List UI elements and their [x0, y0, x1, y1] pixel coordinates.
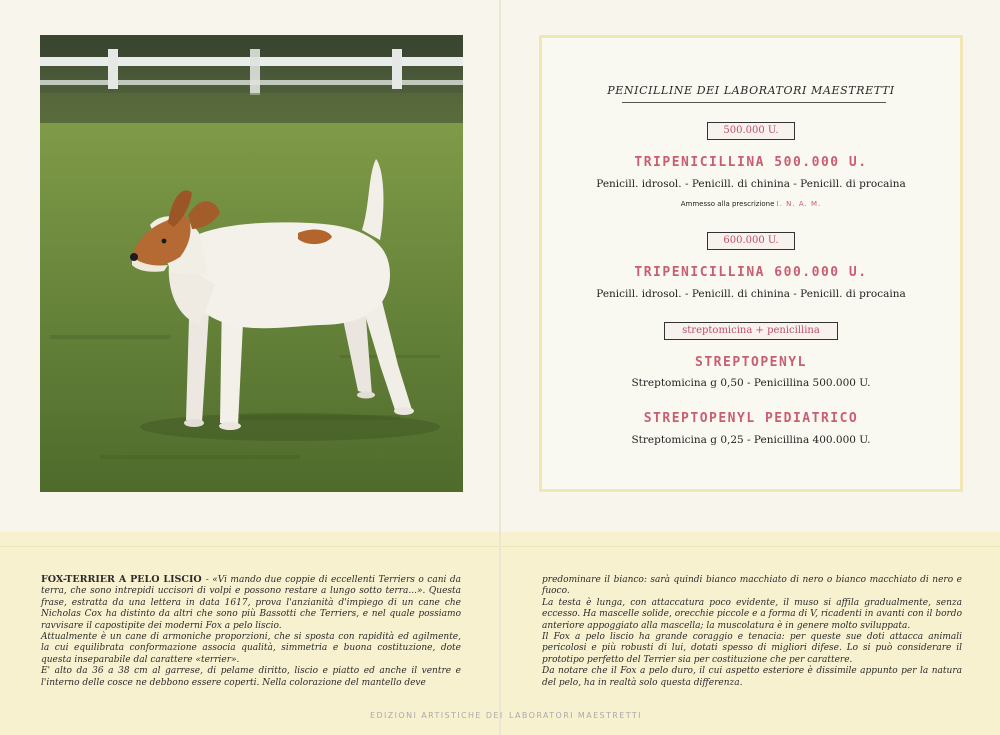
left-paragraph-1-body: - «Vi mando due coppie di eccellenti Terriers o cani da terra, che sono intrepidi uccisori di volpi e possono restare a lungo sotto terra...». Questa frase, estratta da una lettera in data 1617, prova l'anzianità d'impiego di un cane che Nicholas Cox ha distinto da altri che sono più Bassotti che Terriers, e nel quale possiamo ravvisare il capostipite dei moderni Fox a pelo liscio. [41, 575, 461, 631]
panel-heading: PENICILLINE DEI LABORATORI MAESTRETTI [607, 84, 895, 97]
left-paragraph-2: Attualmente è un cane di armoniche proporzioni, che si sposta con rapidità ed agilmente, la cui equilibrata conformazione associa qualità, simmetria e buona costituzione, dote questa inseparabile dal carattere «terrier». [41, 632, 461, 665]
product-desc-streptopenyl: Streptomicina g 0,50 - Penicillina 500.000 U. [631, 377, 871, 389]
product-name-streptopenyl-pediatrico: STREPTOPENYL PEDIATRICO [643, 411, 859, 426]
dose-box-streptomicina: streptomicina + penicillina [664, 322, 838, 340]
product-name-tripenicillina-600: TRIPENICILLINA 600.000 U. [634, 265, 868, 280]
footer-publisher-left: EDIZIONI ARTISTICHE DEI [370, 711, 504, 720]
prescription-note-inam: I. N. A. M. [776, 200, 822, 208]
products-panel [539, 35, 963, 492]
left-text-column [41, 574, 461, 689]
footer-publisher-right: LABORATORI MAESTRETTI [509, 711, 642, 720]
product-name-tripenicillina-500: TRIPENICILLINA 500.000 U. [634, 155, 868, 170]
right-paragraph-4: Da notare che il Fox a pelo duro, il cui aspetto esteriore è dissimile appunto per la natura del pelo, ha in realtà solo questa differenza. [542, 666, 962, 688]
right-paragraph-2: La testa è lunga, con attaccatura poco evidente, il muso si affila gradualmente, senza eccesso. Ha mascelle solide, orecchie piccole e a forma di V, ricadenti in avanti con il bordo anteriore appoggiato alla mascella; la muscolatura è in genere molto sviluppata. [542, 597, 962, 631]
product-desc-tripenicillina-500: Penicill. idrosol. - Penicill. di chinina - Penicill. di procaina [596, 178, 906, 190]
left-paragraph-1 [41, 574, 461, 632]
dog-photo [40, 35, 463, 492]
product-desc-streptopenyl-pediatrico: Streptomicina g 0,25 - Penicillina 400.000 U. [631, 434, 871, 446]
right-text-column [542, 575, 962, 689]
left-paragraph-3: E' alto da 36 a 38 cm al garrese, di pelame diritto, liscio e piatto ed anche il ventre e l'interno delle cosce ne debbono essere coperti. Nella colorazione del mantello deve [41, 666, 461, 688]
right-paragraph-1: predominare il bianco: sarà quindi bianco macchiato di nero o bianco macchiato di nero e fuoco. [542, 575, 962, 597]
fox-terrier-illustration [40, 35, 463, 492]
product-name-streptopenyl: STREPTOPENYL [695, 355, 807, 370]
heading-underline [622, 102, 886, 103]
product-desc-tripenicillina-600: Penicill. idrosol. - Penicill. di chinina - Penicill. di procaina [596, 288, 906, 300]
article-title: FOX-TERRIER A PELO LISCIO [41, 574, 202, 585]
dose-box-500: 500.000 U. [707, 122, 795, 140]
prescription-note [542, 200, 960, 208]
dose-box-600: 600.000 U. [707, 232, 795, 250]
right-paragraph-3: Il Fox a pelo liscio ha grande coraggio e tenacia: per queste sue doti attacca animali pericolosi e più robusti di lui, dotati spesso di migliori difese. Lo si può considerare il prototipo perfetto del Terrier sia per costituzione che per carattere. [542, 632, 962, 665]
prescription-note-prefix: Ammesso alla prescrizione [680, 200, 775, 208]
page-fold [499, 0, 501, 735]
